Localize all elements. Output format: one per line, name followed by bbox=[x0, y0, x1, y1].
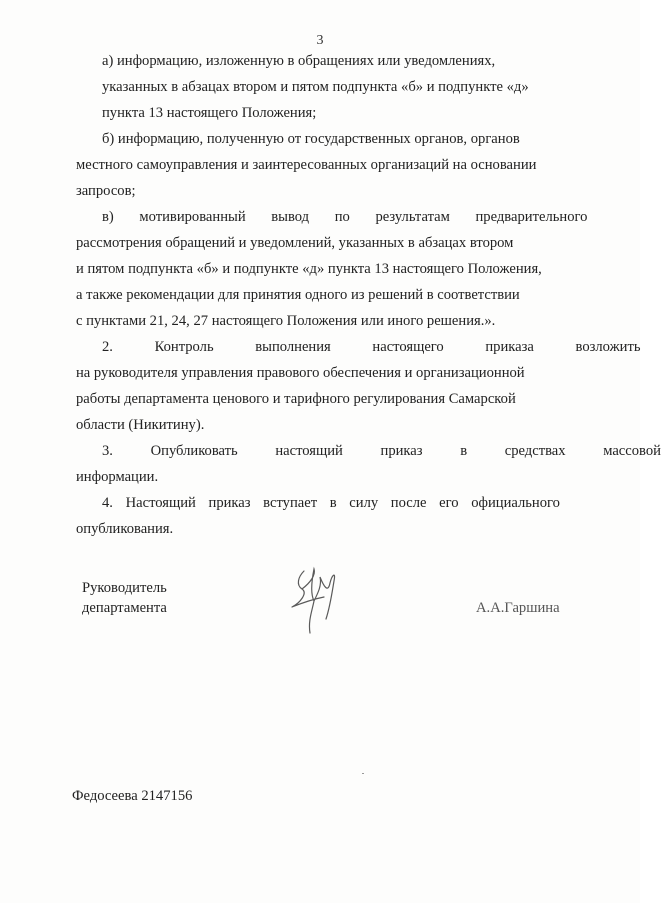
scan-speck bbox=[362, 773, 364, 774]
paragraph-item-v bbox=[76, 204, 588, 334]
executor-contact: Федосеева 2147156 bbox=[72, 788, 193, 804]
paragraph-item-4 bbox=[76, 490, 564, 542]
text-line: а) информацию, изложенную в обращениях или уведомлениях, bbox=[102, 53, 496, 69]
signer-position bbox=[82, 578, 167, 618]
text-line: а также рекомендации для принятия одного из решений в соответствии bbox=[76, 287, 520, 303]
text-line: указанных в абзацах втором и пятом подпункта «б» и подпункте «д» bbox=[102, 79, 529, 95]
signer-name: А.А.Гаршина bbox=[476, 600, 560, 616]
text-line: 4. Настоящий приказ вступает в силу после его официального bbox=[102, 495, 560, 511]
page-number: 3 bbox=[316, 33, 324, 48]
text-line: работы департамента ценового и тарифного регулирования Самарской bbox=[76, 391, 516, 407]
paragraph-item-2 bbox=[76, 334, 641, 438]
document-body bbox=[76, 48, 661, 542]
text-line: с пунктами 21, 24, 27 настоящего Положения или иного решения.». bbox=[76, 313, 496, 329]
text-line: опубликования. bbox=[76, 521, 174, 537]
signer-position-line: Руководитель bbox=[82, 580, 167, 596]
text-line: пункта 13 настоящего Положения; bbox=[102, 105, 317, 121]
paragraph-item-3 bbox=[76, 438, 661, 490]
text-line: области (Никитину). bbox=[76, 417, 205, 433]
signer-position-line: департамента bbox=[82, 600, 167, 616]
text-line: 3. Опубликовать настоящий приказ в средствах массовой bbox=[102, 443, 661, 459]
text-line: запросов; bbox=[76, 183, 136, 199]
text-line: информации. bbox=[76, 469, 159, 485]
text-line: в) мотивированный вывод по результатам предварительного bbox=[102, 209, 588, 225]
paragraph-item-b bbox=[76, 126, 564, 204]
text-line: 2. Контроль выполнения настоящего приказа возложить bbox=[102, 339, 641, 355]
text-line: на руководителя управления правового обеспечения и организационной bbox=[76, 365, 525, 381]
text-line: местного самоуправления и заинтересованных организаций на основании bbox=[76, 157, 537, 173]
text-line: и пятом подпункта «б» и подпункте «д» пункта 13 настоящего Положения, bbox=[76, 261, 542, 277]
text-line: б) информацию, полученную от государственных органов, органов bbox=[102, 131, 520, 147]
handwritten-signature bbox=[284, 563, 354, 641]
text-line: рассмотрения обращений и уведомлений, указанных в абзацах втором bbox=[76, 235, 514, 251]
paragraph-item-a bbox=[76, 48, 564, 126]
